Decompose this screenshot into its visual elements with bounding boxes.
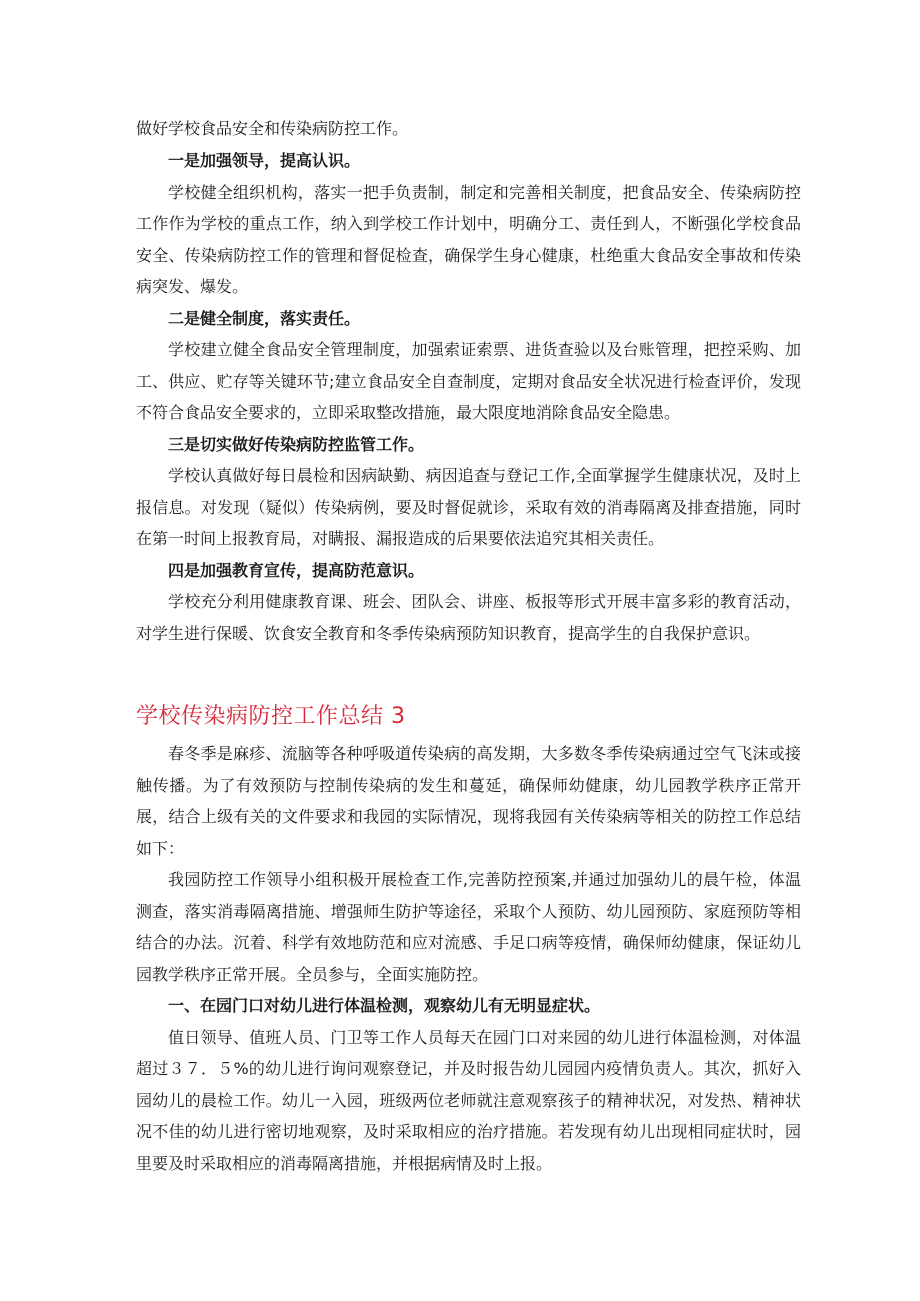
body-paragraph: 学校健全组织机构，落实一把手负责制，制定和完善相关制度，把食品安全、传染病防控工作作为学校的重点工作，纳入到学校工作计划中，明确分工、责任到人，不断强化学校食品安全、传染病防控工作的管理和督促检查，确保学生身心健康，杜绝重大食品安全事故和传染病突发、爆发。: [136, 182, 801, 296]
subheading: 四是加强教育宣传，提高防范意识。: [168, 560, 425, 580]
subheading: 一是加强领导，提高认识。: [168, 151, 361, 170]
body-paragraph: 春冬季是麻疹、流脑等各种呼吸道传染病的高发期，大多数冬季传染病通过空气飞沫或接触传播。为了有效预防与控制传染病的发生和蔓延，确保师幼健康，幼儿园教学秩序正常开展，结合上级有关的文件要求和我园的实际情况，现将我园有关传染病等相关的防控工作总结如下：: [136, 744, 801, 858]
body-paragraph: 学校认真做好每日晨检和因病缺勤、病因追查与登记工作,全面掌握学生健康状况，及时上报信息。对发现（疑似）传染病例，要及时督促就诊，采取有效的消毒隔离及排查措施，同时在第一时间上报教育局，对瞒报、漏报造成的后果要依法追究其相关责任。: [136, 466, 801, 548]
subheading: 二是健全制度，落实责任。: [168, 308, 361, 328]
section-1: [136, 145, 801, 649]
body-paragraph: 学校建立健全食品安全管理制度，加强索证索票、进货查验以及台账管理，把控采购、加工、供应、贮存等关键环节;建立食品安全自查制度，定期对食品安全状况进行检查评价，发现不符合食品安全要求的，立即采取整改措施，最大限度地消除食品安全隐患。: [136, 340, 801, 422]
subheading: 三是切实做好传染病防控监管工作。: [168, 434, 425, 454]
section-2: [136, 738, 801, 1179]
section-heading: 学校传染病防控工作总结 3: [136, 704, 406, 729]
body-paragraph: 值日领导、值班人员、门卫等工作人员每天在园门口对来园的幼儿进行体温检测，对体温超过３７．５%的幼儿进行询问观察登记，并及时报告幼儿园园内疫情负责人。其次，抓好入园幼儿的晨检工作。幼儿一入园，班级两位老师就注意观察孩子的精神状况，对发热、精神状况不佳的幼儿进行密切地观察，及时采取相应的治疗措施。若发现有幼儿出现相同症状时，园里要及时采取相应的消毒隔离措施，并根据病情及时上报。: [136, 1027, 801, 1173]
subheading: 一、在园门口对幼儿进行体温检测，观察幼儿有无明显症状。: [168, 996, 601, 1015]
body-paragraph: 学校充分利用健康教育课、班会、团队会、讲座、板报等形式开展丰富多彩的教育活动，对学生进行保暖、饮食安全教育和冬季传染病预防知识教育，提高学生的自我保护意识。: [136, 592, 801, 643]
body-paragraph: 我园防控工作领导小组积极开展检查工作,完善防控预案,并通过加强幼儿的晨午检，体温测查，落实消毒隔离措施、增强师生防护等途径，采取个人预防、幼儿园预防、家庭预防等相结合的办法。沉着、科学有效地防范和应对流感、手足口病等疫情，确保师幼健康，保证幼儿园教学秩序正常开展。全员参与，全面实施防控。: [136, 870, 801, 984]
intro-paragraph: 做好学校食品安全和传染病防控工作。: [136, 119, 409, 138]
